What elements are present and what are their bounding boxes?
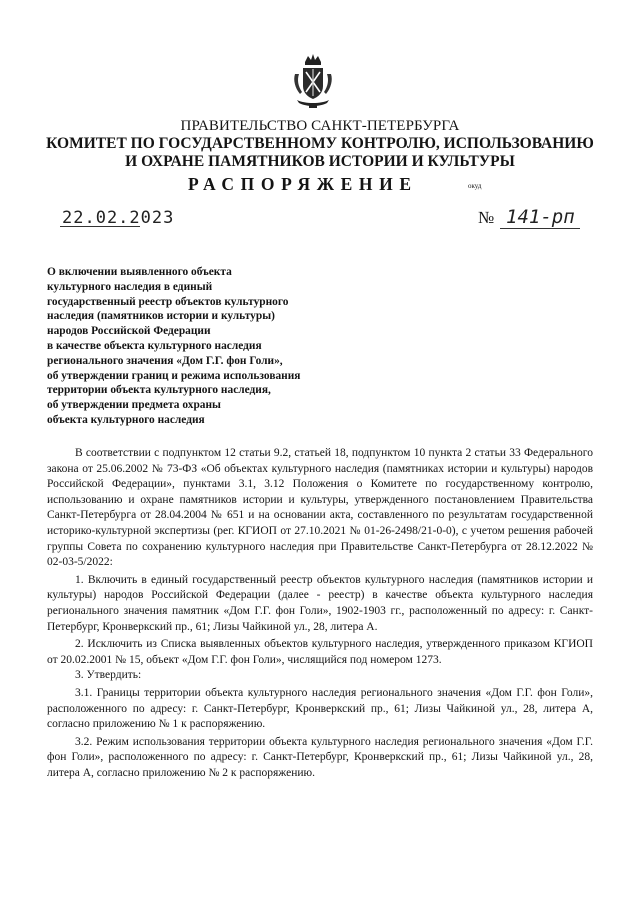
document-body [47, 446, 593, 781]
subject-line: регионального значения «Дом Г.Г. фон Голи», [47, 354, 283, 367]
subject-line: наследия (памятников истории и культуры) [47, 310, 275, 323]
committee-title-line2: И ОХРАНЕ ПАМЯТНИКОВ ИСТОРИИ И КУЛЬТУРЫ [125, 153, 515, 170]
number-underline [500, 228, 580, 229]
subject-line: об утверждении предмета охраны [47, 399, 221, 412]
item-2-paragraph: 2. Исключить из Списка выявленных объектов культурного наследия, утвержденного приказом КГИОП от 20.02.2001 № 15, объект «Дом Г.Г. фон Голи», числящийся под номером 1273. [47, 638, 593, 666]
document-date: 22.02.2023 [62, 208, 175, 228]
coat-of-arms-graphic [291, 52, 335, 110]
document-subject [47, 265, 367, 428]
subject-line: культурного наследия в единый [47, 280, 213, 293]
item-3-paragraph: 3. Утвердить: [75, 669, 142, 682]
committee-title-line1: КОМИТЕТ ПО ГОСУДАРСТВЕННОМУ КОНТРОЛЮ, ИСПОЛЬЗОВАНИЮ [46, 135, 594, 152]
subject-line: народов Российской Федерации [47, 325, 211, 338]
item-1-paragraph: 1. Включить в единый государственный реестр объектов культурного наследия (памятников истории и культуры) народов Российской Федерации (далее - реестр) в качестве объекта культурного наследия регионального значения памятник «Дом Г.Г. фон Голи», 1902-1903 гг., расположенный по адресу: г. Санкт-Петербург, Кронверкский пр., 61; Лизы Чайкиной ул., 28, литера А. [47, 573, 593, 633]
subject-line: государственный реестр объектов культурного [47, 295, 289, 308]
subject-line: О включении выявленного объекта [47, 266, 232, 278]
okud-label: окуд [468, 182, 482, 190]
subject-line: территории объекта культурного наследия, [47, 384, 271, 397]
government-title: ПРАВИТЕЛЬСТВО САНКТ-ПЕТЕРБУРГА [180, 118, 460, 134]
order-title: РАСПОРЯЖЕНИЕ [188, 174, 418, 194]
coat-of-arms-icon [291, 52, 335, 110]
committee-title [0, 135, 640, 171]
subject-line: объекта культурного наследия [47, 413, 205, 426]
number-sign: № [478, 208, 495, 227]
document-number: 141-рп [506, 206, 575, 228]
item-3-2-paragraph: 3.2. Режим использования территории объекта культурного наследия регионального значения «Дом Г.Г. фон Голи», расположенного по адресу: г. Санкт-Петербург, Кронверкский пр., 61; Лизы Чайкиной ул., 28, литера А, согласно приложению № 2 к распоряжению. [47, 735, 593, 779]
subject-line: в качестве объекта культурного наследия [47, 339, 262, 352]
preamble-paragraph: В соответствии с подпунктом 12 статьи 9.2, статьей 18, подпунктом 10 пункта 2 статьи 33 Федерального закона от 25.06.2002 № 73-ФЗ «Об объектах культурного наследия (памятниках истории и культуры) народов Российской Федерации», пунктами 3.1, 3.12 Положения о Комитете по государственному контролю, использованию и охране памятников истории и культуры, утвержденного постановлением Правительства Санкт-Петербурга от 28.04.2004 № 651 и на основании акта, составленного по результатам государственной историко-культурной экспертизы (рег. КГИОП от 27.10.2021 № 01-26-2498/21-0-0), с учетом решения рабочей группы Совета по сохранению культурного наследия при Правительстве Санкт-Петербурга от 28.12.2022 № 02-03-5/2022: [47, 447, 593, 569]
date-underline [60, 226, 140, 227]
item-3-1-paragraph: 3.1. Границы территории объекта культурного наследия регионального значения «Дом Г.Г. фон Голи», расположенного по адресу: г. Санкт-Петербург, Кронверкский пр., 61; Лизы Чайкиной ул., 28, литера А, согласно приложению № 1 к распоряжению. [47, 686, 593, 731]
order-heading-row [0, 174, 640, 196]
subject-line: об утверждении границ и режима использования [47, 369, 301, 382]
